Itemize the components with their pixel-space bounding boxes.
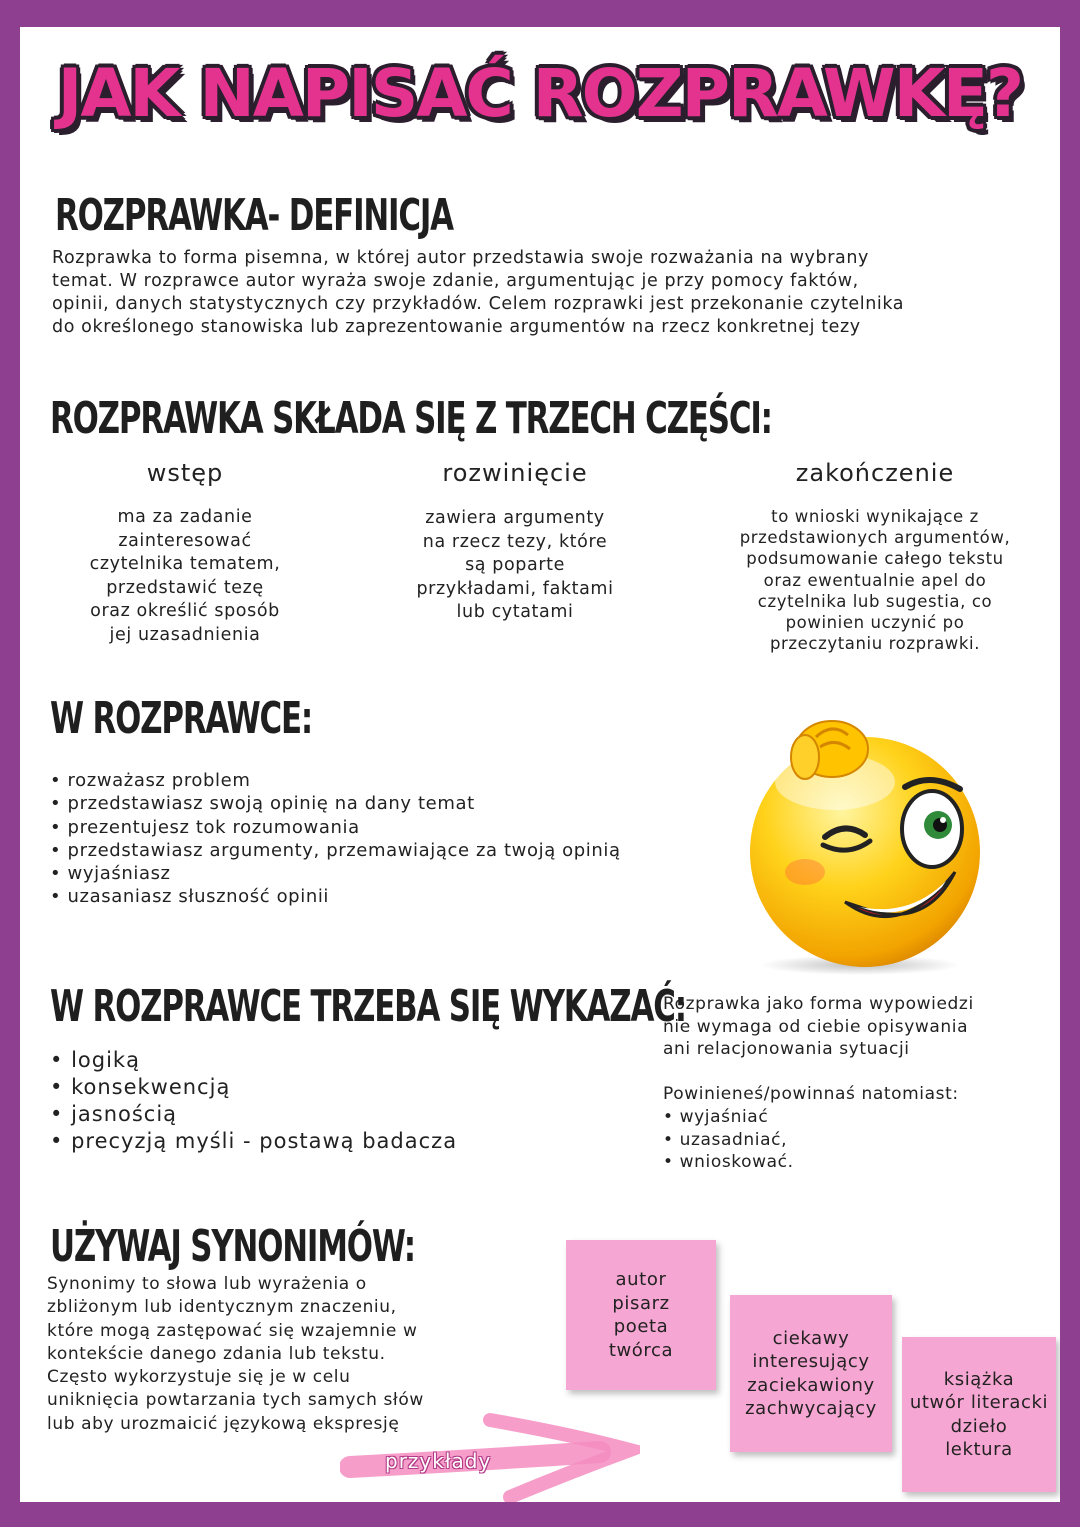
list-item: • przedstawiasz argumenty, przemawiające za twoją opinią <box>50 839 621 862</box>
note-word: interesujący <box>752 1351 870 1372</box>
synonym-note <box>902 1337 1056 1492</box>
in-essay-heading: W ROZPRAWCE: <box>50 693 313 744</box>
part-line: zainteresować <box>118 530 252 551</box>
part-line: na rzecz tezy, które <box>422 531 608 552</box>
part-line: oraz określić sposób <box>90 601 280 621</box>
show-side-label: Powinieneś/powinnaś natomiast: <box>663 1084 959 1104</box>
note-word: książka <box>943 1368 1015 1390</box>
synonyms-line: kontekście danego zdania lub tekstu. <box>47 1343 386 1364</box>
synonym-note <box>730 1295 892 1452</box>
part-line: podsumowanie całego tekstu <box>746 549 1004 569</box>
show-side-list <box>663 1106 794 1174</box>
part-line: zawiera argumenty <box>425 508 605 528</box>
part-line: powinien uczynić po <box>785 613 965 633</box>
list-item: • wnioskować. <box>663 1151 794 1174</box>
definition-line: do określonego stanowiska lub zaprezentowanie argumentów na rzecz konkretnej tezy <box>52 317 861 337</box>
side-line: nie wymaga od ciebie opisywania <box>663 1016 969 1037</box>
note-word: ciekawy <box>772 1327 850 1349</box>
note-word: utwór literacki <box>909 1392 1049 1413</box>
list-item: • logiką <box>50 1047 457 1074</box>
part-line: czytelnika tematem, <box>89 554 281 574</box>
note-word: zaciekawiony <box>747 1374 875 1396</box>
note-word: lektura <box>945 1439 1013 1460</box>
definition-heading: ROZPRAWKA- DEFINICJA <box>55 190 453 241</box>
page-title: JAK NAPISAĆ ROZPRAWKĘ? <box>57 55 1023 132</box>
list-item: • konsekwencją <box>50 1074 457 1101</box>
part-title-body: rozwinięcie <box>442 459 588 487</box>
list-item: • prezentujesz tok rozumowania <box>50 816 621 839</box>
show-side-text <box>663 993 974 1061</box>
list-item: • jasnością <box>50 1101 457 1128</box>
part-line: to wnioski wynikające z <box>771 507 979 526</box>
parts-heading: ROZPRAWKA SKŁADA SIĘ Z TRZECH CZĘŚCI: <box>50 393 772 444</box>
part-line: przedstawionych argumentów, <box>739 528 1011 548</box>
part-title-ending: zakończenie <box>795 459 955 487</box>
note-word: zachwycający <box>745 1398 877 1419</box>
part-line: są poparte <box>465 555 565 575</box>
part-line: lub cytatami <box>456 602 574 622</box>
part-text-ending <box>715 506 1035 654</box>
part-title-intro: wstęp <box>146 459 224 487</box>
winking-emoji-icon <box>720 717 1010 977</box>
definition-line: temat. W rozprawce autor wyraża swoje zdanie, argumentując je przy pomocy faktów, <box>52 271 859 291</box>
synonym-note <box>566 1240 716 1390</box>
part-text-body <box>385 507 645 625</box>
synonyms-line: Synonimy to słowa lub wyrażenia o <box>47 1274 367 1294</box>
synonyms-line: zbliżonym lub identycznym znaczeniu, <box>47 1297 397 1318</box>
definition-line: Rozprawka to forma pisemna, w której autor przedstawia swoje rozważania na wybrany <box>52 248 869 268</box>
definition-text <box>52 247 904 339</box>
page <box>20 27 1060 1502</box>
part-text-intro <box>65 506 305 647</box>
list-item: • rozważasz problem <box>50 769 621 792</box>
note-word: autor <box>615 1269 667 1290</box>
list-item: • uzasaniasz słuszność opinii <box>50 885 621 908</box>
part-line: przedstawić tezę <box>106 577 264 598</box>
synonyms-line: które mogą zastępować się wzajemnie w <box>47 1320 418 1341</box>
part-line: czytelnika lub sugestia, co <box>757 591 993 611</box>
list-item: • wyjaśniasz <box>50 862 621 885</box>
note-word: twórca <box>608 1339 674 1361</box>
part-line: jej uzasadnienia <box>109 624 261 645</box>
note-word: dzieło <box>950 1415 1008 1437</box>
definition-line: opinii, danych statystycznych czy przykładów. Celem rozprawki jest przekonanie czytelnika <box>52 294 905 314</box>
list-item: • przedstawiasz swoją opinię na dany temat <box>50 792 621 815</box>
note-word: pisarz <box>612 1292 670 1314</box>
side-line: Rozprawka jako forma wypowiedzi <box>663 994 974 1014</box>
side-line: ani relacjonowania sytuacji <box>663 1039 910 1059</box>
arrow-label: przykłady <box>385 1449 492 1473</box>
part-line: przykładami, faktami <box>416 578 614 599</box>
part-line: ma za zadanie <box>117 507 253 527</box>
part-line: oraz ewentualnie apel do <box>763 570 987 590</box>
list-item: • wyjaśniać <box>663 1106 794 1129</box>
show-heading: W ROZPRAWCE TRZEBA SIĘ WYKAZAĆ: <box>50 981 686 1032</box>
synonyms-heading: UŻYWAJ SYNONIMÓW: <box>50 1221 415 1272</box>
list-item: • uzasadniać, <box>663 1129 794 1152</box>
synonyms-line: uniknięcia powtarzania tych samych słów <box>47 1390 424 1411</box>
synonyms-line: lub aby urozmaicić językową ekspresję <box>47 1413 400 1434</box>
list-item: • precyzją myśli - postawą badacza <box>50 1128 457 1155</box>
note-word: poeta <box>613 1316 669 1337</box>
part-line: przeczytaniu rozprawki. <box>769 634 981 654</box>
in-essay-list <box>50 769 621 909</box>
show-list <box>50 1047 457 1155</box>
synonyms-line: Często wykorzystuje się je w celu <box>47 1367 351 1388</box>
